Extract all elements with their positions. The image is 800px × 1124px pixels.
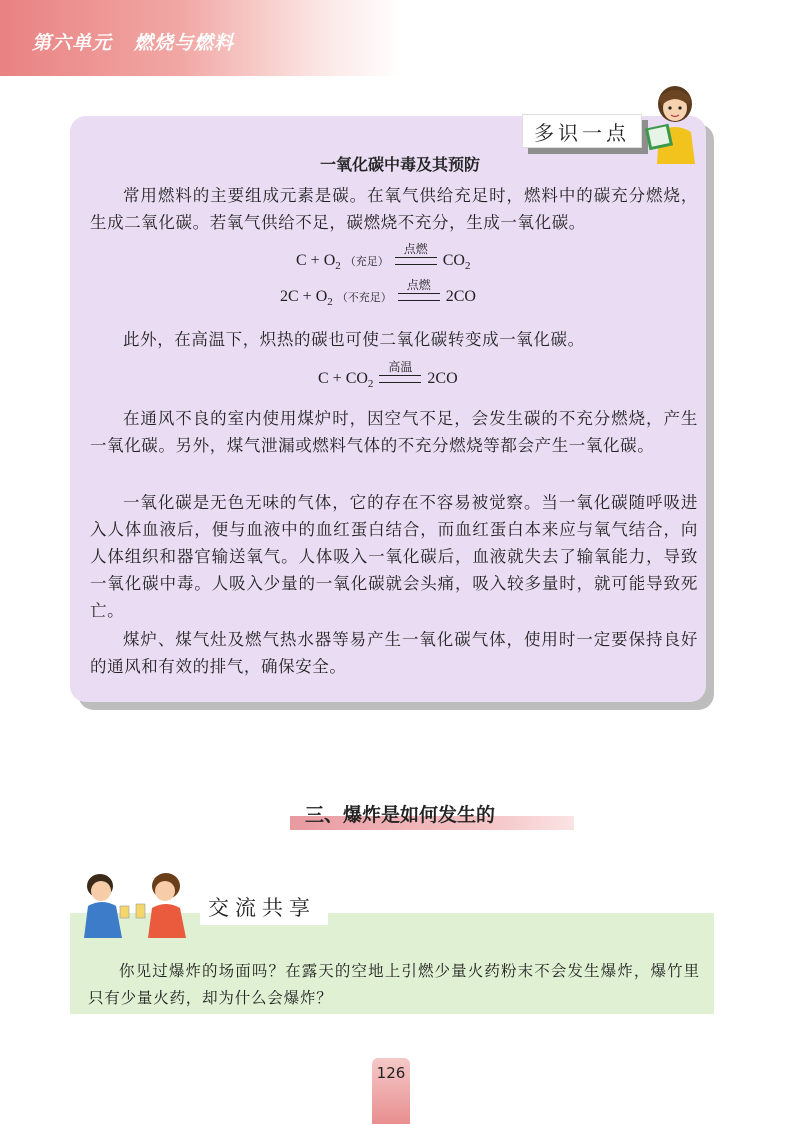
share-tag: 交流共享 (208, 896, 316, 920)
share-question: 你见过爆炸的场面吗？在露天的空地上引燃少量火药粉末不会发生爆炸，爆竹里只有少量火药，却为什么会爆炸？ (88, 962, 700, 1007)
eq2-right: 2CO (445, 288, 476, 305)
eq1-left: C + O (296, 252, 336, 269)
knowledge-paragraph-2: 此外，在高温下，炽热的碳也可使二氧化碳转变成一氧化碳。 (123, 330, 585, 349)
chapter-header (0, 0, 400, 76)
eq2-left: 2C + O (280, 288, 328, 305)
knowledge-paragraph-4: 一氧化碳是无色无味的气体，它的存在不容易被觉察。当一氧化碳随呼吸进入人体血液后，便与血液中的血红蛋白结合，而血红蛋白本来应与氧气结合，向人体组织和器官输送氧气。人体吸入一氧化碳后，血液就失去了输氧能力，导致一氧化碳中毒。人吸入少量的一氧化碳就会头痛，吸入较多量时，就可能导致死亡。 (90, 493, 698, 620)
eq1-arrow (395, 242, 437, 265)
knowledge-paragraph-3: 在通风不良的室内使用煤炉时，因空气不足，会发生碳的不充分燃烧，产生一氧化碳。另外，煤气泄漏或燃料气体的不充分燃烧等都会产生一氧化碳。 (90, 409, 698, 455)
knowledge-title: 一氧化碳中毒及其预防 (319, 155, 480, 174)
eq2-left-sub: 2 (327, 296, 333, 309)
eq1-condition: （充足） (344, 256, 389, 268)
section-title: 三、爆炸是如何发生的 (304, 804, 495, 826)
eq3-over: 高温 (388, 360, 413, 375)
equation-2 (280, 278, 476, 309)
eq3-right: 2CO (427, 370, 458, 387)
eq3-left-sub: 2 (367, 378, 374, 391)
knowledge-paragraph-1: 常用燃料的主要组成元素是碳。在氧气供给充足时，燃料中的碳充分燃烧，生成二氧化碳。若氧气供给不足，碳燃烧不充分，生成一氧化碳。 (90, 186, 698, 232)
knowledge-tag: 多识一点 (522, 114, 642, 148)
eq2-condition: （不充足） (336, 292, 392, 304)
eq1-right: CO (442, 252, 465, 269)
eq3-left: C + CO (318, 370, 368, 387)
unit-label: 第六单元 (32, 32, 113, 54)
page-number: 126 (376, 1064, 406, 1082)
knowledge-paragraph-5: 煤炉、煤气灶及燃气热水器等易产生一氧化碳气体，使用时一定要保持良好的通风和有效的排气，确保安全。 (90, 630, 698, 676)
equation-3 (318, 360, 458, 391)
eq1-left-sub: 2 (335, 260, 341, 273)
chapter-header-text (32, 28, 234, 55)
kids-illustration (70, 868, 210, 938)
eq1-right-sub: 2 (464, 260, 471, 273)
eq2-arrow (398, 278, 440, 301)
eq3-arrow (379, 360, 421, 383)
eq2-over: 点燃 (406, 278, 431, 293)
equation-1 (296, 242, 471, 273)
unit-topic: 燃烧与燃料 (134, 32, 235, 54)
eq1-over: 点燃 (403, 242, 428, 257)
